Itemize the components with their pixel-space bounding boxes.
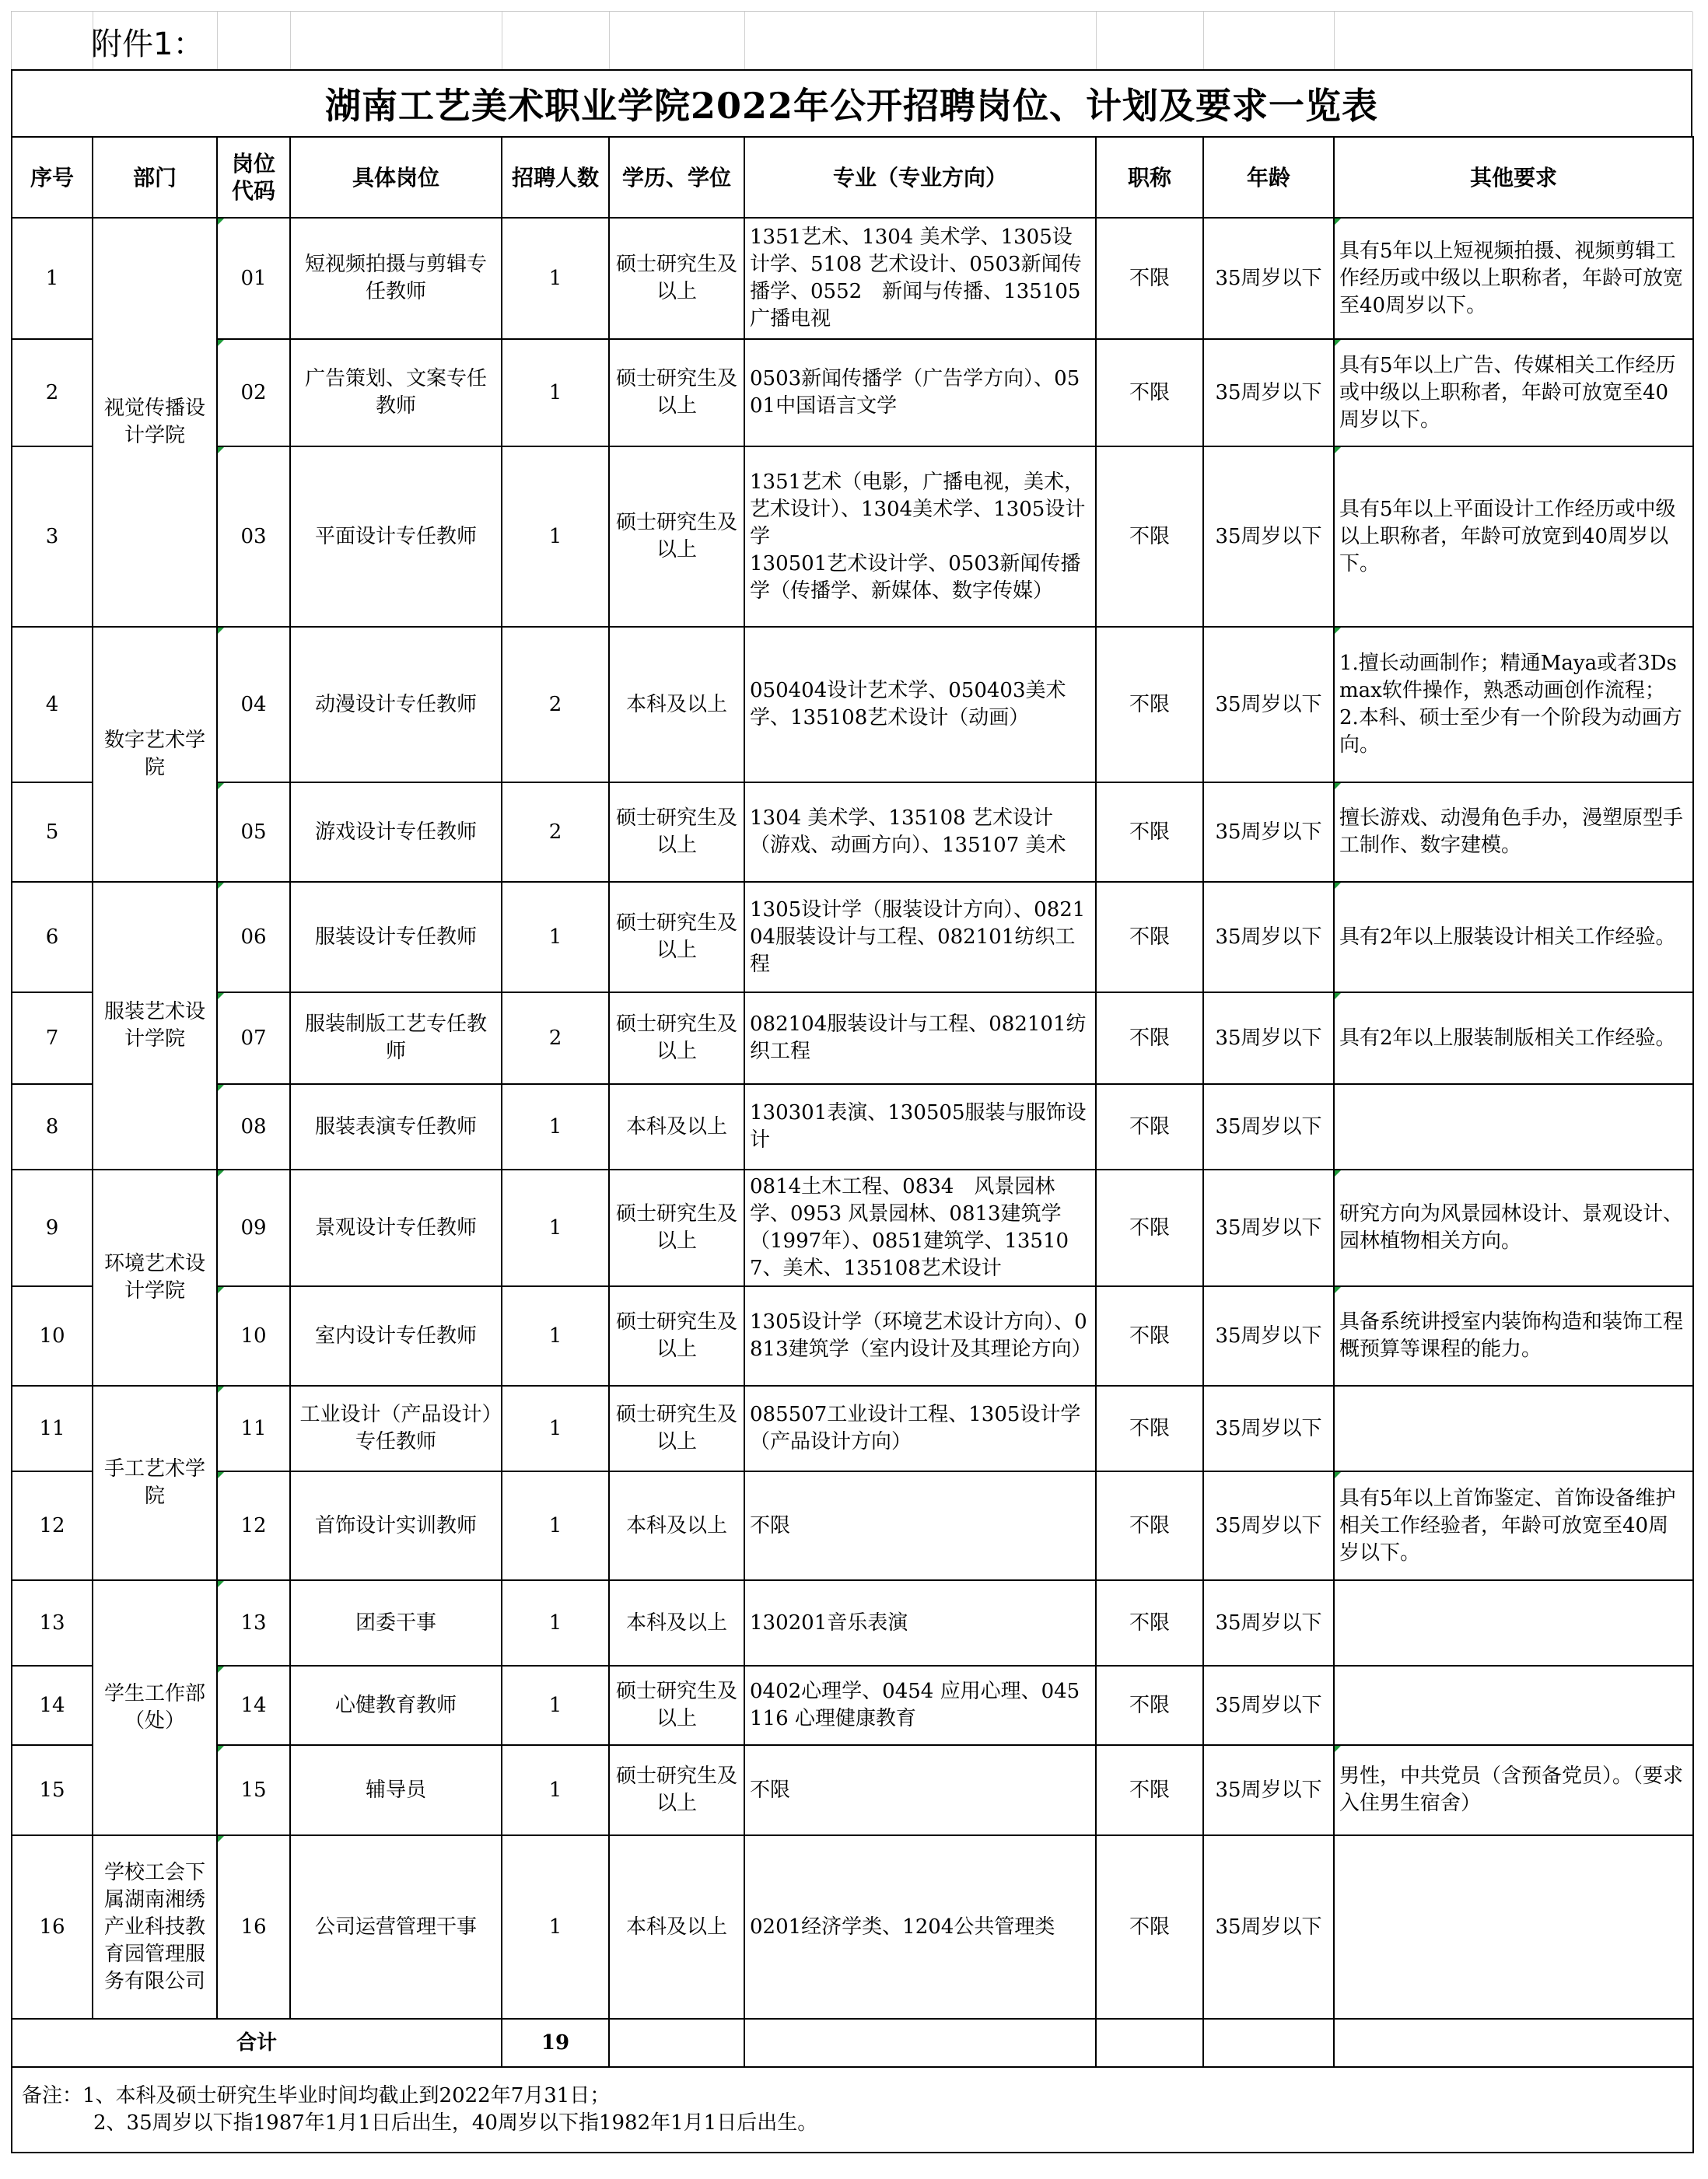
spreadsheet: [11, 11, 1692, 2153]
cell-count: 1: [502, 882, 609, 992]
header-title-req: 职称: [1096, 137, 1203, 218]
cell-title-req: 不限: [1096, 1580, 1203, 1666]
header-other: 其他要求: [1334, 137, 1693, 218]
page-title: 湖南工艺美术职业学院2022年公开招聘岗位、计划及要求一览表: [324, 85, 1379, 127]
cell-code: 04: [217, 627, 290, 782]
table-row: [12, 446, 1693, 627]
cell-major: 不限: [744, 1471, 1096, 1580]
cell-age: 35周岁以下: [1203, 1286, 1334, 1386]
header-count: 招聘人数: [502, 137, 609, 218]
cell-position: 首饰设计实训教师: [290, 1471, 502, 1580]
title-row: [11, 69, 1692, 136]
cell-position: 景观设计专任教师: [290, 1170, 502, 1286]
cell-position: 服装制版工艺专任教师: [290, 992, 502, 1084]
cell-seq: 16: [12, 1835, 93, 2019]
cell-other: 具有2年以上服装制版相关工作经验。: [1334, 992, 1693, 1084]
cell-position: 服装设计专任教师: [290, 882, 502, 992]
cell-position: 室内设计专任教师: [290, 1286, 502, 1386]
total-row: [12, 2019, 1693, 2067]
cell-count: 1: [502, 1835, 609, 2019]
cell-seq: 13: [12, 1580, 93, 1666]
cell-age: 35周岁以下: [1203, 1745, 1334, 1835]
cell-code: 02: [217, 339, 290, 446]
cell-code: 14: [217, 1666, 290, 1745]
header-position: 具体岗位: [290, 137, 502, 218]
cell-major: 1305设计学（服装设计方向）、082104服装设计与工程、082101纺织工程: [744, 882, 1096, 992]
cell-major: 0201经济学类、1204公共管理类: [744, 1835, 1096, 2019]
cell-other: [1334, 1835, 1693, 2019]
cell-count: 1: [502, 1666, 609, 1745]
cell-count: 1: [502, 1745, 609, 1835]
cell-seq: 10: [12, 1286, 93, 1386]
cell-other: 擅长游戏、动漫角色手办，漫塑原型手工制作、数字建模。: [1334, 782, 1693, 882]
attachment-label: 附件1：: [91, 26, 205, 62]
cell-major: 085507工业设计工程、1305设计学（产品设计方向）: [744, 1386, 1096, 1471]
cell-seq: 7: [12, 992, 93, 1084]
table-row: [12, 1666, 1693, 1745]
cell-count: 2: [502, 992, 609, 1084]
table-row: [12, 1835, 1693, 2019]
cell-age: 35周岁以下: [1203, 1666, 1334, 1745]
notes-row: [12, 2067, 1693, 2153]
cell-seq: 4: [12, 627, 93, 782]
total-empty-age: [1203, 2019, 1334, 2067]
cell-other: 具有5年以上平面设计工作经历或中级以上职称者，年龄可放宽到40周岁以下。: [1334, 446, 1693, 627]
cell-code: 03: [217, 446, 290, 627]
cell-title-req: 不限: [1096, 1666, 1203, 1745]
cell-education: 硕士研究生及以上: [609, 218, 744, 339]
cell-other: 具有5年以上首饰鉴定、首饰设备维护相关工作经验者，年龄可放宽至40周岁以下。: [1334, 1471, 1693, 1580]
cell-age: 35周岁以下: [1203, 992, 1334, 1084]
cell-education: 硕士研究生及以上: [609, 782, 744, 882]
cell-code: 07: [217, 992, 290, 1084]
table-row: [12, 1471, 1693, 1580]
cell-other: 男性，中共党员（含预备党员）。（要求入住男生宿舍）: [1334, 1745, 1693, 1835]
cell-age: 35周岁以下: [1203, 882, 1334, 992]
cell-code: 15: [217, 1745, 290, 1835]
cell-position: 公司运营管理干事: [290, 1835, 502, 2019]
cell-count: 2: [502, 627, 609, 782]
cell-department: 环境艺术设计学院: [93, 1170, 217, 1386]
table-row: [12, 1580, 1693, 1666]
cell-title-req: 不限: [1096, 1286, 1203, 1386]
cell-major: 082104服装设计与工程、082101纺织工程: [744, 992, 1096, 1084]
cell-other: [1334, 1084, 1693, 1170]
table-row: [12, 1170, 1693, 1286]
cell-department: 学生工作部（处）: [93, 1580, 217, 1835]
table-row: [12, 1286, 1693, 1386]
cell-seq: 9: [12, 1170, 93, 1286]
table-row: [12, 1745, 1693, 1835]
cell-education: 本科及以上: [609, 1471, 744, 1580]
cell-position: 工业设计（产品设计）专任教师: [290, 1386, 502, 1471]
cell-age: 35周岁以下: [1203, 1084, 1334, 1170]
cell-other: 具有2年以上服装设计相关工作经验。: [1334, 882, 1693, 992]
cell-title-req: 不限: [1096, 1084, 1203, 1170]
total-empty-major: [744, 2019, 1096, 2067]
cell-seq: 14: [12, 1666, 93, 1745]
cell-position: 广告策划、文案专任教师: [290, 339, 502, 446]
cell-department: 视觉传播设计学院: [93, 218, 217, 627]
cell-major: 0814土木工程、0834 风景园林学、0953 风景园林、0813建筑学（1997年）、0851建筑学、135107、美术、135108艺术设计: [744, 1170, 1096, 1286]
cell-seq: 6: [12, 882, 93, 992]
header-major: 专业（专业方向）: [744, 137, 1096, 218]
cell-code: 13: [217, 1580, 290, 1666]
cell-position: 平面设计专任教师: [290, 446, 502, 627]
table-row: [12, 218, 1693, 339]
cell-seq: 3: [12, 446, 93, 627]
cell-other: [1334, 1580, 1693, 1666]
cell-age: 35周岁以下: [1203, 1170, 1334, 1286]
cell-position: 团委干事: [290, 1580, 502, 1666]
cell-age: 35周岁以下: [1203, 1580, 1334, 1666]
header-code: 岗位代码: [217, 137, 290, 218]
total-empty-education: [609, 2019, 744, 2067]
cell-other: [1334, 1386, 1693, 1471]
cell-position: 服装表演专任教师: [290, 1084, 502, 1170]
cell-other: 1.擅长动画制作；精通Maya或者3Ds max软件操作，熟悉动画创作流程； 2.本科、硕士至少有一个阶段为动画方向。: [1334, 627, 1693, 782]
cell-department: 手工艺术学院: [93, 1386, 217, 1580]
cell-count: 1: [502, 446, 609, 627]
cell-education: 本科及以上: [609, 1084, 744, 1170]
cell-seq: 5: [12, 782, 93, 882]
cell-age: 35周岁以下: [1203, 446, 1334, 627]
total-label: 合计: [12, 2019, 502, 2067]
cell-other: 具备系统讲授室内装饰构造和装饰工程概预算等课程的能力。: [1334, 1286, 1693, 1386]
total-count: 19: [502, 2019, 609, 2067]
cell-title-req: 不限: [1096, 627, 1203, 782]
cell-title-req: 不限: [1096, 446, 1203, 627]
cell-age: 35周岁以下: [1203, 1386, 1334, 1471]
cell-title-req: 不限: [1096, 1170, 1203, 1286]
cell-title-req: 不限: [1096, 218, 1203, 339]
header-education: 学历、学位: [609, 137, 744, 218]
cell-title-req: 不限: [1096, 1471, 1203, 1580]
cell-major: 不限: [744, 1745, 1096, 1835]
cell-age: 35周岁以下: [1203, 1471, 1334, 1580]
cell-seq: 1: [12, 218, 93, 339]
cell-seq: 2: [12, 339, 93, 446]
cell-code: 16: [217, 1835, 290, 2019]
cell-title-req: 不限: [1096, 782, 1203, 882]
cell-code: 08: [217, 1084, 290, 1170]
header-seq: 序号: [12, 137, 93, 218]
cell-education: 本科及以上: [609, 627, 744, 782]
header-row: [12, 137, 1693, 218]
cell-major: 050404设计艺术学、050403美术学、135108艺术设计（动画）: [744, 627, 1096, 782]
cell-code: 12: [217, 1471, 290, 1580]
total-empty-other: [1334, 2019, 1693, 2067]
cell-education: 本科及以上: [609, 1835, 744, 2019]
table-row: [12, 339, 1693, 446]
cell-age: 35周岁以下: [1203, 782, 1334, 882]
cell-age: 35周岁以下: [1203, 627, 1334, 782]
cell-major: 1351艺术、1304 美术学、1305设计学、5108 艺术设计、0503新闻传播学、0552 新闻与传播、135105 广播电视: [744, 218, 1096, 339]
cell-count: 1: [502, 1170, 609, 1286]
cell-position: 短视频拍摄与剪辑专任教师: [290, 218, 502, 339]
cell-education: 本科及以上: [609, 1580, 744, 1666]
cell-seq: 12: [12, 1471, 93, 1580]
cell-title-req: 不限: [1096, 1745, 1203, 1835]
cell-code: 10: [217, 1286, 290, 1386]
table-row: [12, 627, 1693, 782]
cell-position: 动漫设计专任教师: [290, 627, 502, 782]
cell-education: 硕士研究生及以上: [609, 1386, 744, 1471]
cell-count: 2: [502, 782, 609, 882]
cell-major: 130201音乐表演: [744, 1580, 1096, 1666]
cell-position: 心健教育教师: [290, 1666, 502, 1745]
cell-education: 硕士研究生及以上: [609, 882, 744, 992]
cell-education: 硕士研究生及以上: [609, 446, 744, 627]
cell-department: 服装艺术设计学院: [93, 882, 217, 1170]
cell-count: 1: [502, 339, 609, 446]
cell-department: 学校工会下属湖南湘绣产业科技教育园管理服务有限公司: [93, 1835, 217, 2019]
recruitment-table: [11, 136, 1694, 2153]
table-row: [12, 1084, 1693, 1170]
cell-code: 05: [217, 782, 290, 882]
cell-title-req: 不限: [1096, 1386, 1203, 1471]
cell-position: 游戏设计专任教师: [290, 782, 502, 882]
cell-count: 1: [502, 218, 609, 339]
cell-age: 35周岁以下: [1203, 339, 1334, 446]
cell-seq: 11: [12, 1386, 93, 1471]
cell-age: 35周岁以下: [1203, 1835, 1334, 2019]
attachment-row: [11, 11, 1692, 69]
cell-department: 数字艺术学院: [93, 627, 217, 882]
cell-education: 硕士研究生及以上: [609, 992, 744, 1084]
cell-count: 1: [502, 1286, 609, 1386]
cell-other: 具有5年以上广告、传媒相关工作经历或中级以上职称者，年龄可放宽至40周岁以下。: [1334, 339, 1693, 446]
cell-seq: 15: [12, 1745, 93, 1835]
cell-education: 硕士研究生及以上: [609, 1745, 744, 1835]
cell-education: 硕士研究生及以上: [609, 1170, 744, 1286]
cell-major: 0402心理学、0454 应用心理、045116 心理健康教育: [744, 1666, 1096, 1745]
cell-code: 11: [217, 1386, 290, 1471]
table-row: [12, 782, 1693, 882]
note-line-2: 2、35周岁以下指1987年1月1日后出生，40周岁以下指1982年1月1日后出生。: [93, 2111, 818, 2135]
cell-major: 0503新闻传播学（广告学方向）、0501中国语言文学: [744, 339, 1096, 446]
header-dept: 部门: [93, 137, 217, 218]
table-row: [12, 992, 1693, 1084]
cell-title-req: 不限: [1096, 992, 1203, 1084]
cell-position: 辅导员: [290, 1745, 502, 1835]
table-row: [12, 882, 1693, 992]
cell-age: 35周岁以下: [1203, 218, 1334, 339]
header-age: 年龄: [1203, 137, 1334, 218]
cell-seq: 8: [12, 1084, 93, 1170]
cell-education: 硕士研究生及以上: [609, 339, 744, 446]
cell-education: 硕士研究生及以上: [609, 1286, 744, 1386]
cell-other: 研究方向为风景园林设计、景观设计、园林植物相关方向。: [1334, 1170, 1693, 1286]
cell-title-req: 不限: [1096, 339, 1203, 446]
cell-other: [1334, 1666, 1693, 1745]
cell-code: 01: [217, 218, 290, 339]
cell-count: 1: [502, 1386, 609, 1471]
cell-major: 1351艺术（电影，广播电视，美术，艺术设计）、1304美术学、1305设计学 130501艺术设计学、0503新闻传播学（传播学、新媒体、数字传媒）: [744, 446, 1096, 627]
cell-other: 具有5年以上短视频拍摄、视频剪辑工作经历或中级以上职称者，年龄可放宽至40周岁以下。: [1334, 218, 1693, 339]
cell-code: 06: [217, 882, 290, 992]
cell-count: 1: [502, 1580, 609, 1666]
total-empty-title: [1096, 2019, 1203, 2067]
cell-count: 1: [502, 1471, 609, 1580]
cell-title-req: 不限: [1096, 1835, 1203, 2019]
cell-education: 硕士研究生及以上: [609, 1666, 744, 1745]
notes-cell: [12, 2067, 1693, 2153]
cell-count: 1: [502, 1084, 609, 1170]
cell-major: 1304 美术学、135108 艺术设计（游戏、动画方向）、135107 美术: [744, 782, 1096, 882]
cell-major: 130301表演、130505服装与服饰设计: [744, 1084, 1096, 1170]
cell-code: 09: [217, 1170, 290, 1286]
note-line-1: 备注：1、本科及硕士研究生毕业时间均截止到2022年7月31日；: [22, 2084, 611, 2107]
cell-title-req: 不限: [1096, 882, 1203, 992]
table-row: [12, 1386, 1693, 1471]
cell-major: 1305设计学（环境艺术设计方向）、0813建筑学（室内设计及其理论方向）: [744, 1286, 1096, 1386]
